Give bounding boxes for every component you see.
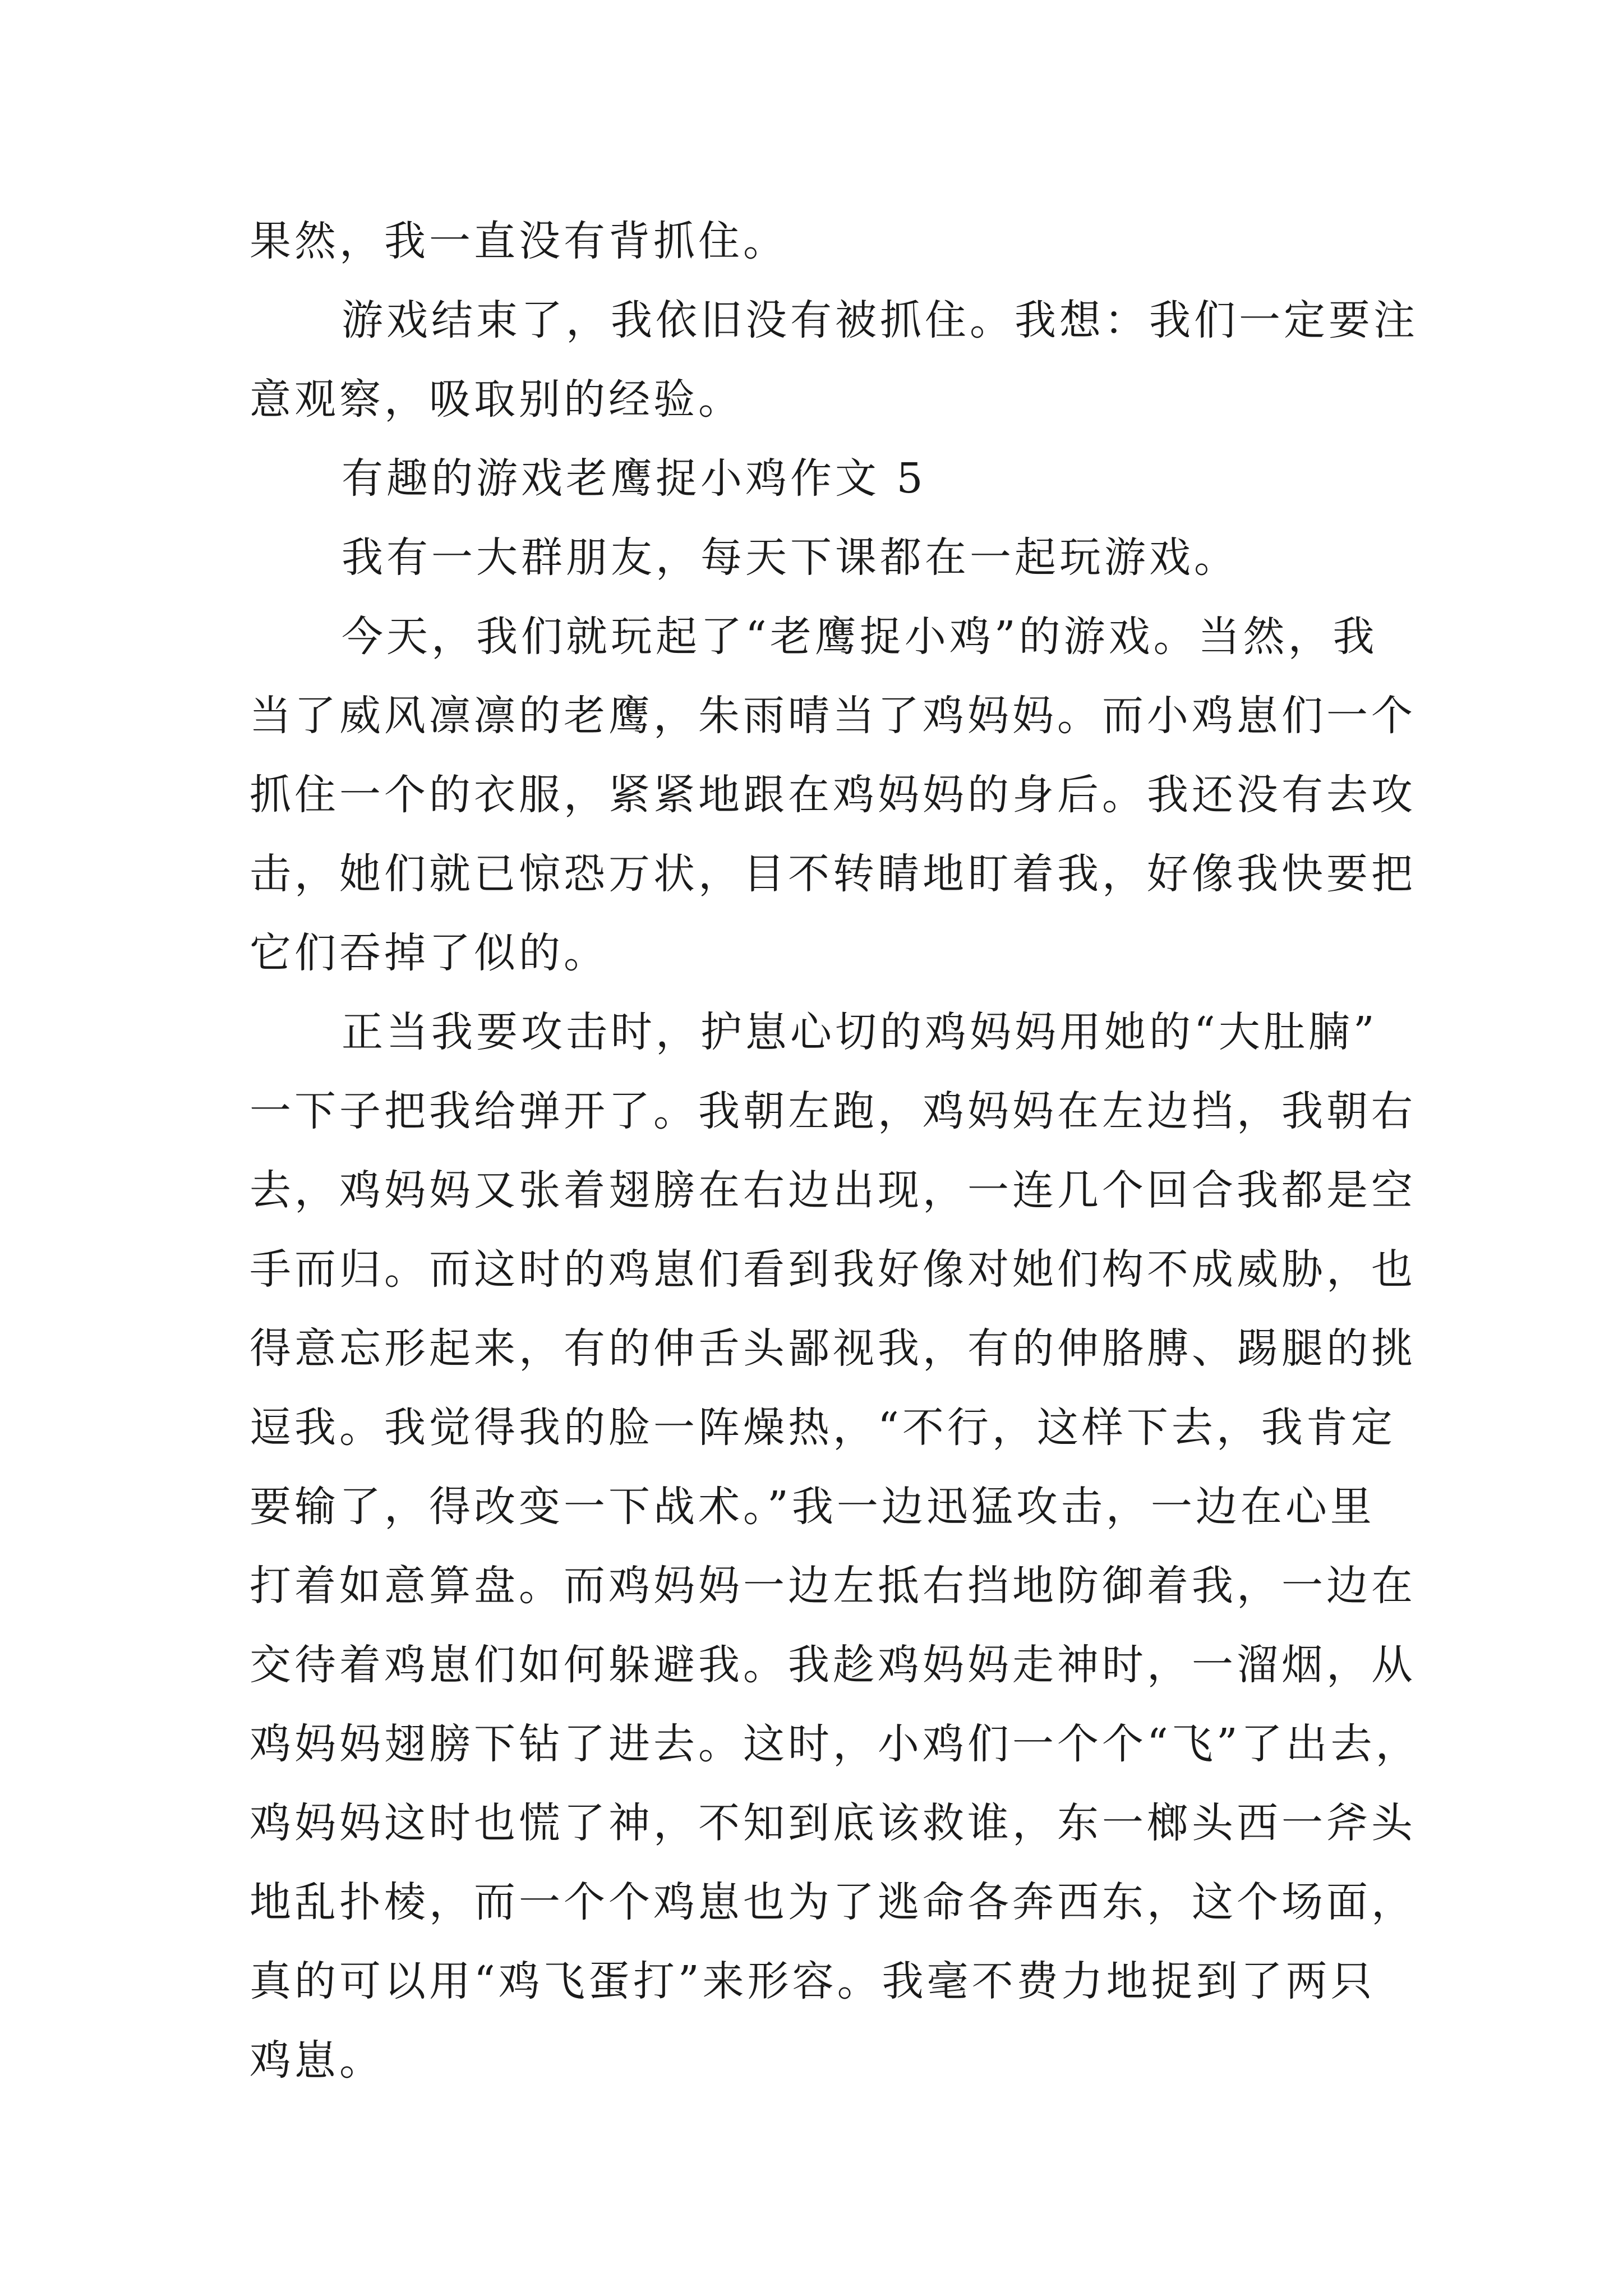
text-line: 鸡崽。 [250, 2036, 384, 2085]
text-line: 去，鸡妈妈又张着翅膀在右边出现，一连几个回合我都是空 [250, 1166, 1416, 1214]
text-line: 真的可以用“鸡飞蛋打”来形容。我毫不费力地捉到了两只 [250, 1957, 1376, 2005]
text-line: 手而归。而这时的鸡崽们看到我好像对她们构不成威胁，也 [250, 1245, 1416, 1294]
document-body [250, 202, 1421, 2100]
text-line: 果然，我一直没有背抓住。 [250, 217, 788, 265]
text-line: 它们吞掉了似的。 [250, 929, 608, 977]
text-line: 地乱扑棱，而一个个鸡崽也为了逃命各奔西东，这个场面， [250, 1878, 1416, 1926]
text-line: 鸡妈妈这时也慌了神，不知到底该救谁，东一榔头西一斧头 [250, 1799, 1416, 1847]
text-line: 打着如意算盘。而鸡妈妈一边左抵右挡地防御着我，一边在 [250, 1562, 1416, 1610]
text-line: 逗我。我觉得我的脸一阵燥热，“不行，这样下去，我肯定 [250, 1404, 1396, 1452]
text-line: 得意忘形起来，有的伸舌头鄙视我，有的伸胳膊、踢腿的挑 [250, 1324, 1416, 1373]
text-line: 正当我要攻击时，护崽心切的鸡妈妈用她的“大肚腩” [342, 1008, 1378, 1056]
text-line: 今天，我们就玩起了“老鹰捉小鸡”的游戏。当然，我 [342, 613, 1378, 661]
text-line: 当了威风凛凛的老鹰，朱雨晴当了鸡妈妈。而小鸡崽们一个 [250, 692, 1416, 740]
text-line: 要输了，得改变一下战术。”我一边迅猛攻击，一边在心里 [250, 1483, 1375, 1531]
text-line: 抓住一个的衣服，紧紧地跟在鸡妈妈的身后。我还没有去攻 [250, 771, 1416, 819]
text-line: 意观察，吸取别的经验。 [250, 375, 743, 424]
text-line: 鸡妈妈翅膀下钻了进去。这时，小鸡们一个个“飞”了出去， [250, 1720, 1421, 1768]
essay-title: 有趣的游戏老鹰捉小鸡作文 5 [342, 454, 926, 503]
text-line: 游戏结束了，我依旧没有被抓住。我想：我们一定要注 [342, 296, 1418, 344]
text-line: 一下子把我给弹开了。我朝左跑，鸡妈妈在左边挡，我朝右 [250, 1087, 1416, 1135]
text-line: 我有一大群朋友，每天下课都在一起玩游戏。 [342, 533, 1239, 582]
text-line: 交待着鸡崽们如何躲避我。我趁鸡妈妈走神时，一溜烟，从 [250, 1641, 1416, 1689]
text-line: 击，她们就已惊恐万状，目不转睛地盯着我，好像我快要把 [250, 850, 1416, 898]
